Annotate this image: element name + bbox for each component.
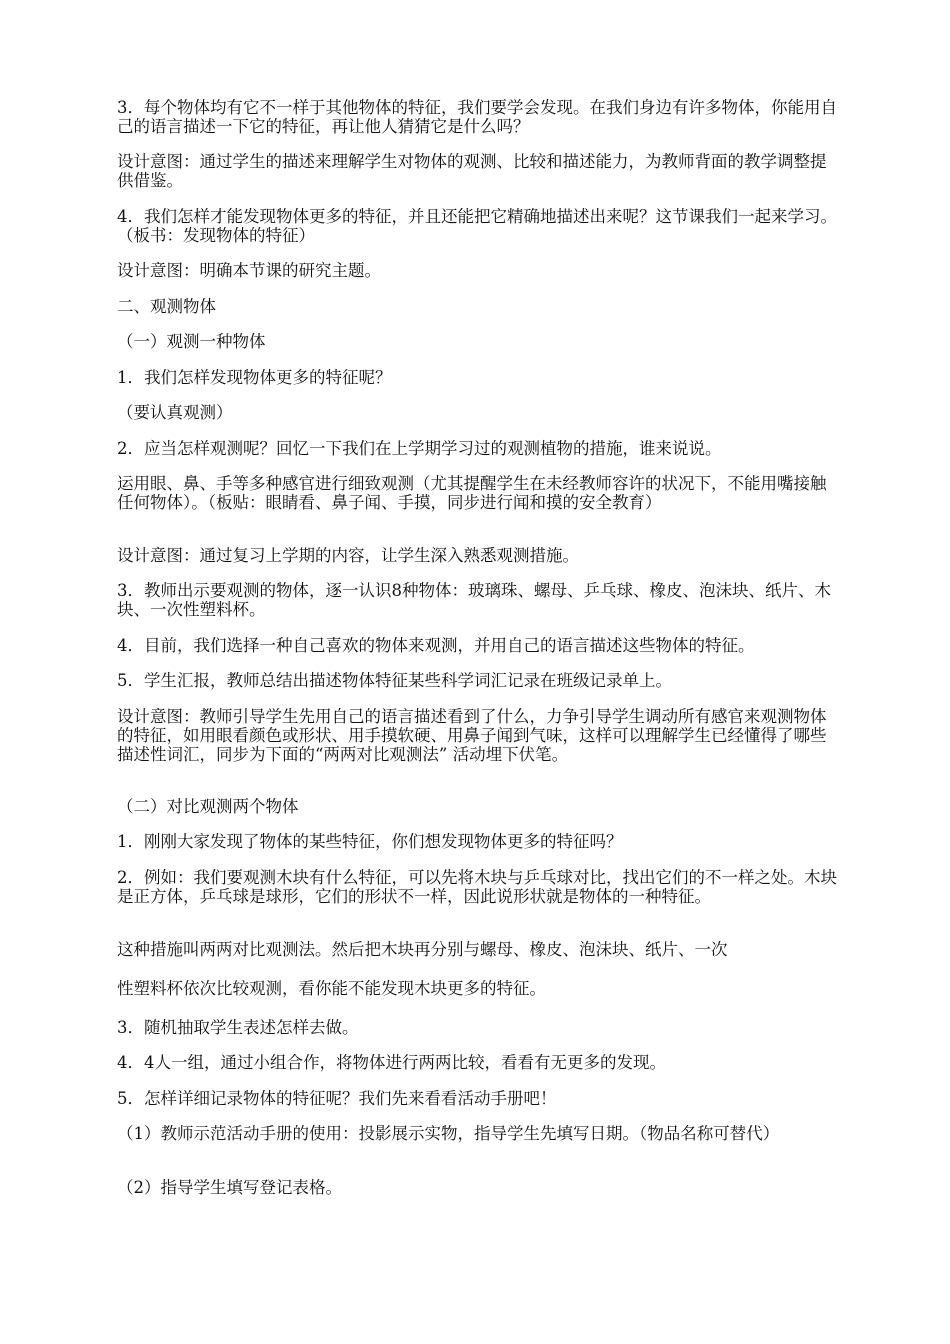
subsection-heading: （二）对比观测两个物体	[117, 797, 299, 816]
paragraph: 4．目前，我们选择一种自己喜欢的物体来观测，并用自己的语言描述这些物体的特征。	[117, 636, 755, 655]
paragraph: 3．随机抽取学生表述怎样去做。	[117, 1018, 359, 1037]
paragraph: 4．我们怎样才能发现物体更多的特征，并且还能把它精确地描述出来呢？这节课我们一起来学习。（板书：发现物体的特征）	[117, 207, 837, 245]
paragraph: 2．应当怎样观测呢？回忆一下我们在上学期学习过的观测植物的措施，谁来说说。	[117, 439, 722, 458]
paragraph: 设计意图：明确本节课的研究主题。	[117, 261, 381, 280]
paragraph: 5．怎样详细记录物体的特征呢？我们先来看看活动手册吧！	[117, 1089, 557, 1108]
section-heading: 二、观测物体	[117, 297, 216, 316]
paragraph: 性塑料杯依次比较观测，看你能不能发现木块更多的特征。	[117, 979, 546, 998]
paragraph: 1．刚刚大家发现了物体的某些特征，你们想发现物体更多的特征吗？	[117, 832, 623, 851]
paragraph: 设计意图：教师引导学生先用自己的语言描述看到了什么，力争引导学生调动所有感官来观测物体的特征，如用眼看颜色或形状、用手摸软硬、用鼻子闻到气味，这样可以理解学生已经懂得了哪些描述性词汇，同步为下面的“两两对比观测法” 活动埋下伏笔。	[117, 707, 827, 764]
subsection-heading: （一）观测一种物体	[117, 332, 266, 351]
paragraph: 3．每个物体均有它不一样于其他物体的特征，我们要学会发现。在我们身边有许多物体，你能用自己的语言描述一下它的特征，再让他人猜猜它是什么吗？	[117, 98, 837, 136]
paragraph: 1．我们怎样发现物体更多的特征呢？	[117, 368, 392, 387]
paragraph: 设计意图：通过学生的描述来理解学生对物体的观测、比较和描述能力，为教师背面的教学调整提供借鉴。	[117, 152, 827, 190]
paragraph: （要认真观测）	[117, 403, 233, 422]
paragraph: 运用眼、鼻、手等多种感官进行细致观测（尤其提醒学生在未经教师容许的状况下，不能用嘴接触任何物体）。（板贴：眼睛看、鼻子闻、手摸，同步进行闻和摸的安全教育）	[117, 474, 827, 512]
paragraph: 设计意图：通过复习上学期的内容，让学生深入熟悉观测措施。	[117, 546, 579, 565]
paragraph: 2．例如：我们要观测木块有什么特征，可以先将木块与乒乓球对比，找出它们的不一样之处。木块是正方体，乒乓球是球形，它们的形状不一样，因此说形状就是物体的一种特征。	[117, 868, 837, 906]
paragraph: 这种措施叫两两对比观测法。然后把木块再分别与螺母、橡皮、泡沫块、纸片、一次	[117, 940, 728, 959]
paragraph: 3．教师出示要观测的物体，逐一认识8种物体：玻璃珠、螺母、乒乓球、橡皮、泡沫块、纸片、木块、一次性塑料杯。	[117, 581, 831, 619]
paragraph: （2）指导学生填写登记表格。	[117, 1178, 342, 1197]
paragraph: 5．学生汇报，教师总结出描述物体特征某些科学词汇记录在班级记录单上。	[117, 671, 672, 690]
paragraph: 4．4人一组，通过小组合作，将物体进行两两比较，看看有无更多的发现。	[117, 1053, 666, 1072]
paragraph: （1）教师示范活动手册的使用：投影展示实物，指导学生先填写日期。（物品名称可替代）	[117, 1124, 780, 1143]
